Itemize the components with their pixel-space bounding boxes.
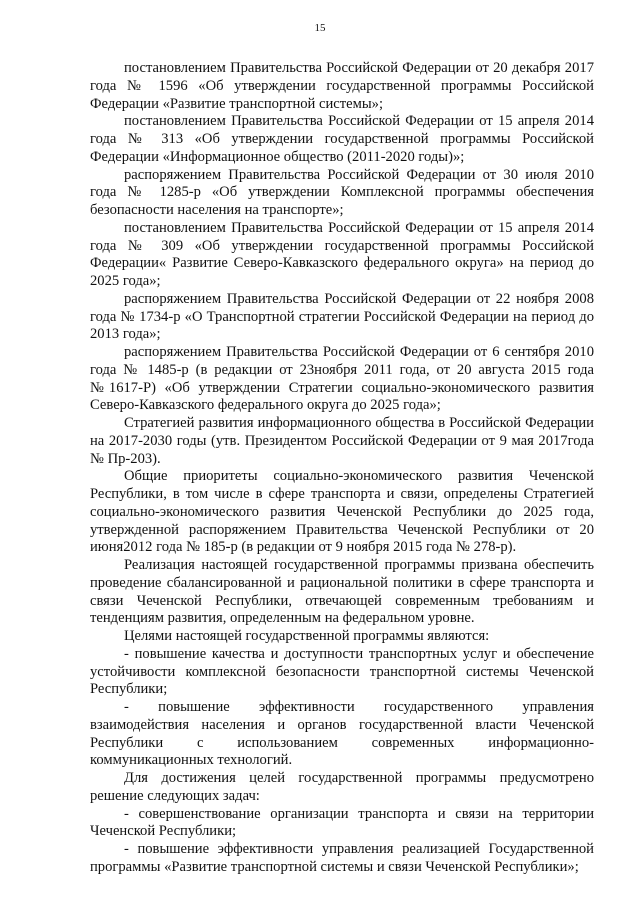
list-item: - повышение эффективности государственного управления взаимодействия населения и органов государственной власти Чеченской Республики с использованием современных информационно-коммуникационных технологий. <box>90 699 594 769</box>
paragraph: Стратегией развития информационного общества в Российской Федерации на 2017-2030 годы (утв. Президентом Российской Федерации от 9 мая 2017года № Пр-203). <box>90 415 594 467</box>
paragraph: Общие приоритеты социально-экономического развития Чеченской Республики, в том числе в сфере транспорта и связи, определены Стратегией социально-экономического развития Чеченской Республики до 2025 года, утвержденной распоряжением Правительства Чеченской Республики от 20 июня2012 года № 185-р (в редакции от 9 ноября 2015 года № 278-р). <box>90 468 594 556</box>
paragraph: Для достижения целей государственной программы предусмотрено решение следующих задач: <box>90 770 594 804</box>
document-body <box>90 60 594 877</box>
list-item: - повышение качества и доступности транспортных услуг и обеспечение устойчивости комплексной безопасности транспортной системы Чеченской Республики; <box>90 645 594 698</box>
paragraph: распоряжением Правительства Российской Федерации от 22 ноября 2008 года № 1734-р «О Транспортной стратегии Российской Федерации на период до 2013 года»; <box>90 290 594 343</box>
paragraph: постановлением Правительства Российской Федерации от 15 апреля 2014 года № 313 «Об утверждении государственной программы Российской Федерации «Информационное общество (2011-2020 годы)»; <box>90 113 594 165</box>
list-item: - повышение эффективности управления реализацией Государственной программы «Развитие транспортной системы и связи Чеченской Республики»; <box>90 841 594 875</box>
paragraph: Целями настоящей государственной программы являются: <box>124 628 490 644</box>
paragraph: распоряжением Правительства Российской Федерации от 30 июля 2010 года № 1285-р «Об утверждении Комплексной программы обеспечения безопасности населения на транспорте»; <box>90 166 594 218</box>
list-item: - совершенствование организации транспорта и связи на территории Чеченской Республики; <box>90 805 594 840</box>
paragraph: постановлением Правительства Российской Федерации от 15 апреля 2014 года № 309 «Об утверждении государственной программы Российской Федерации« Развитие Северо-Кавказского федерального округа» на период до 2025 года»; <box>90 219 594 289</box>
page-number: 15 <box>314 22 326 34</box>
paragraph: Реализация настоящей государственной программы призвана обеспечить проведение сбалансированной и рациональной политики в сфере транспорта и связи Чеченской Республики, отвечающей современным требованиям и тенденциям развития, определенным на федеральном уровне. <box>90 557 594 627</box>
paragraph: постановлением Правительства Российской Федерации от 20 декабря 2017 года № 1596 «Об утверждении государственной программы Российской Федерации «Развитие транспортной системы»; <box>90 60 594 112</box>
paragraph: распоряжением Правительства Российской Федерации от 6 сентября 2010 года № 1485-р (в редакции от 23ноября 2011 года, от 20 августа 2015 года №1617-Р) «Об утверждении Стратегии социально-экономического развития Северо-Кавказского федерального округа до 2025 года»; <box>90 344 594 414</box>
